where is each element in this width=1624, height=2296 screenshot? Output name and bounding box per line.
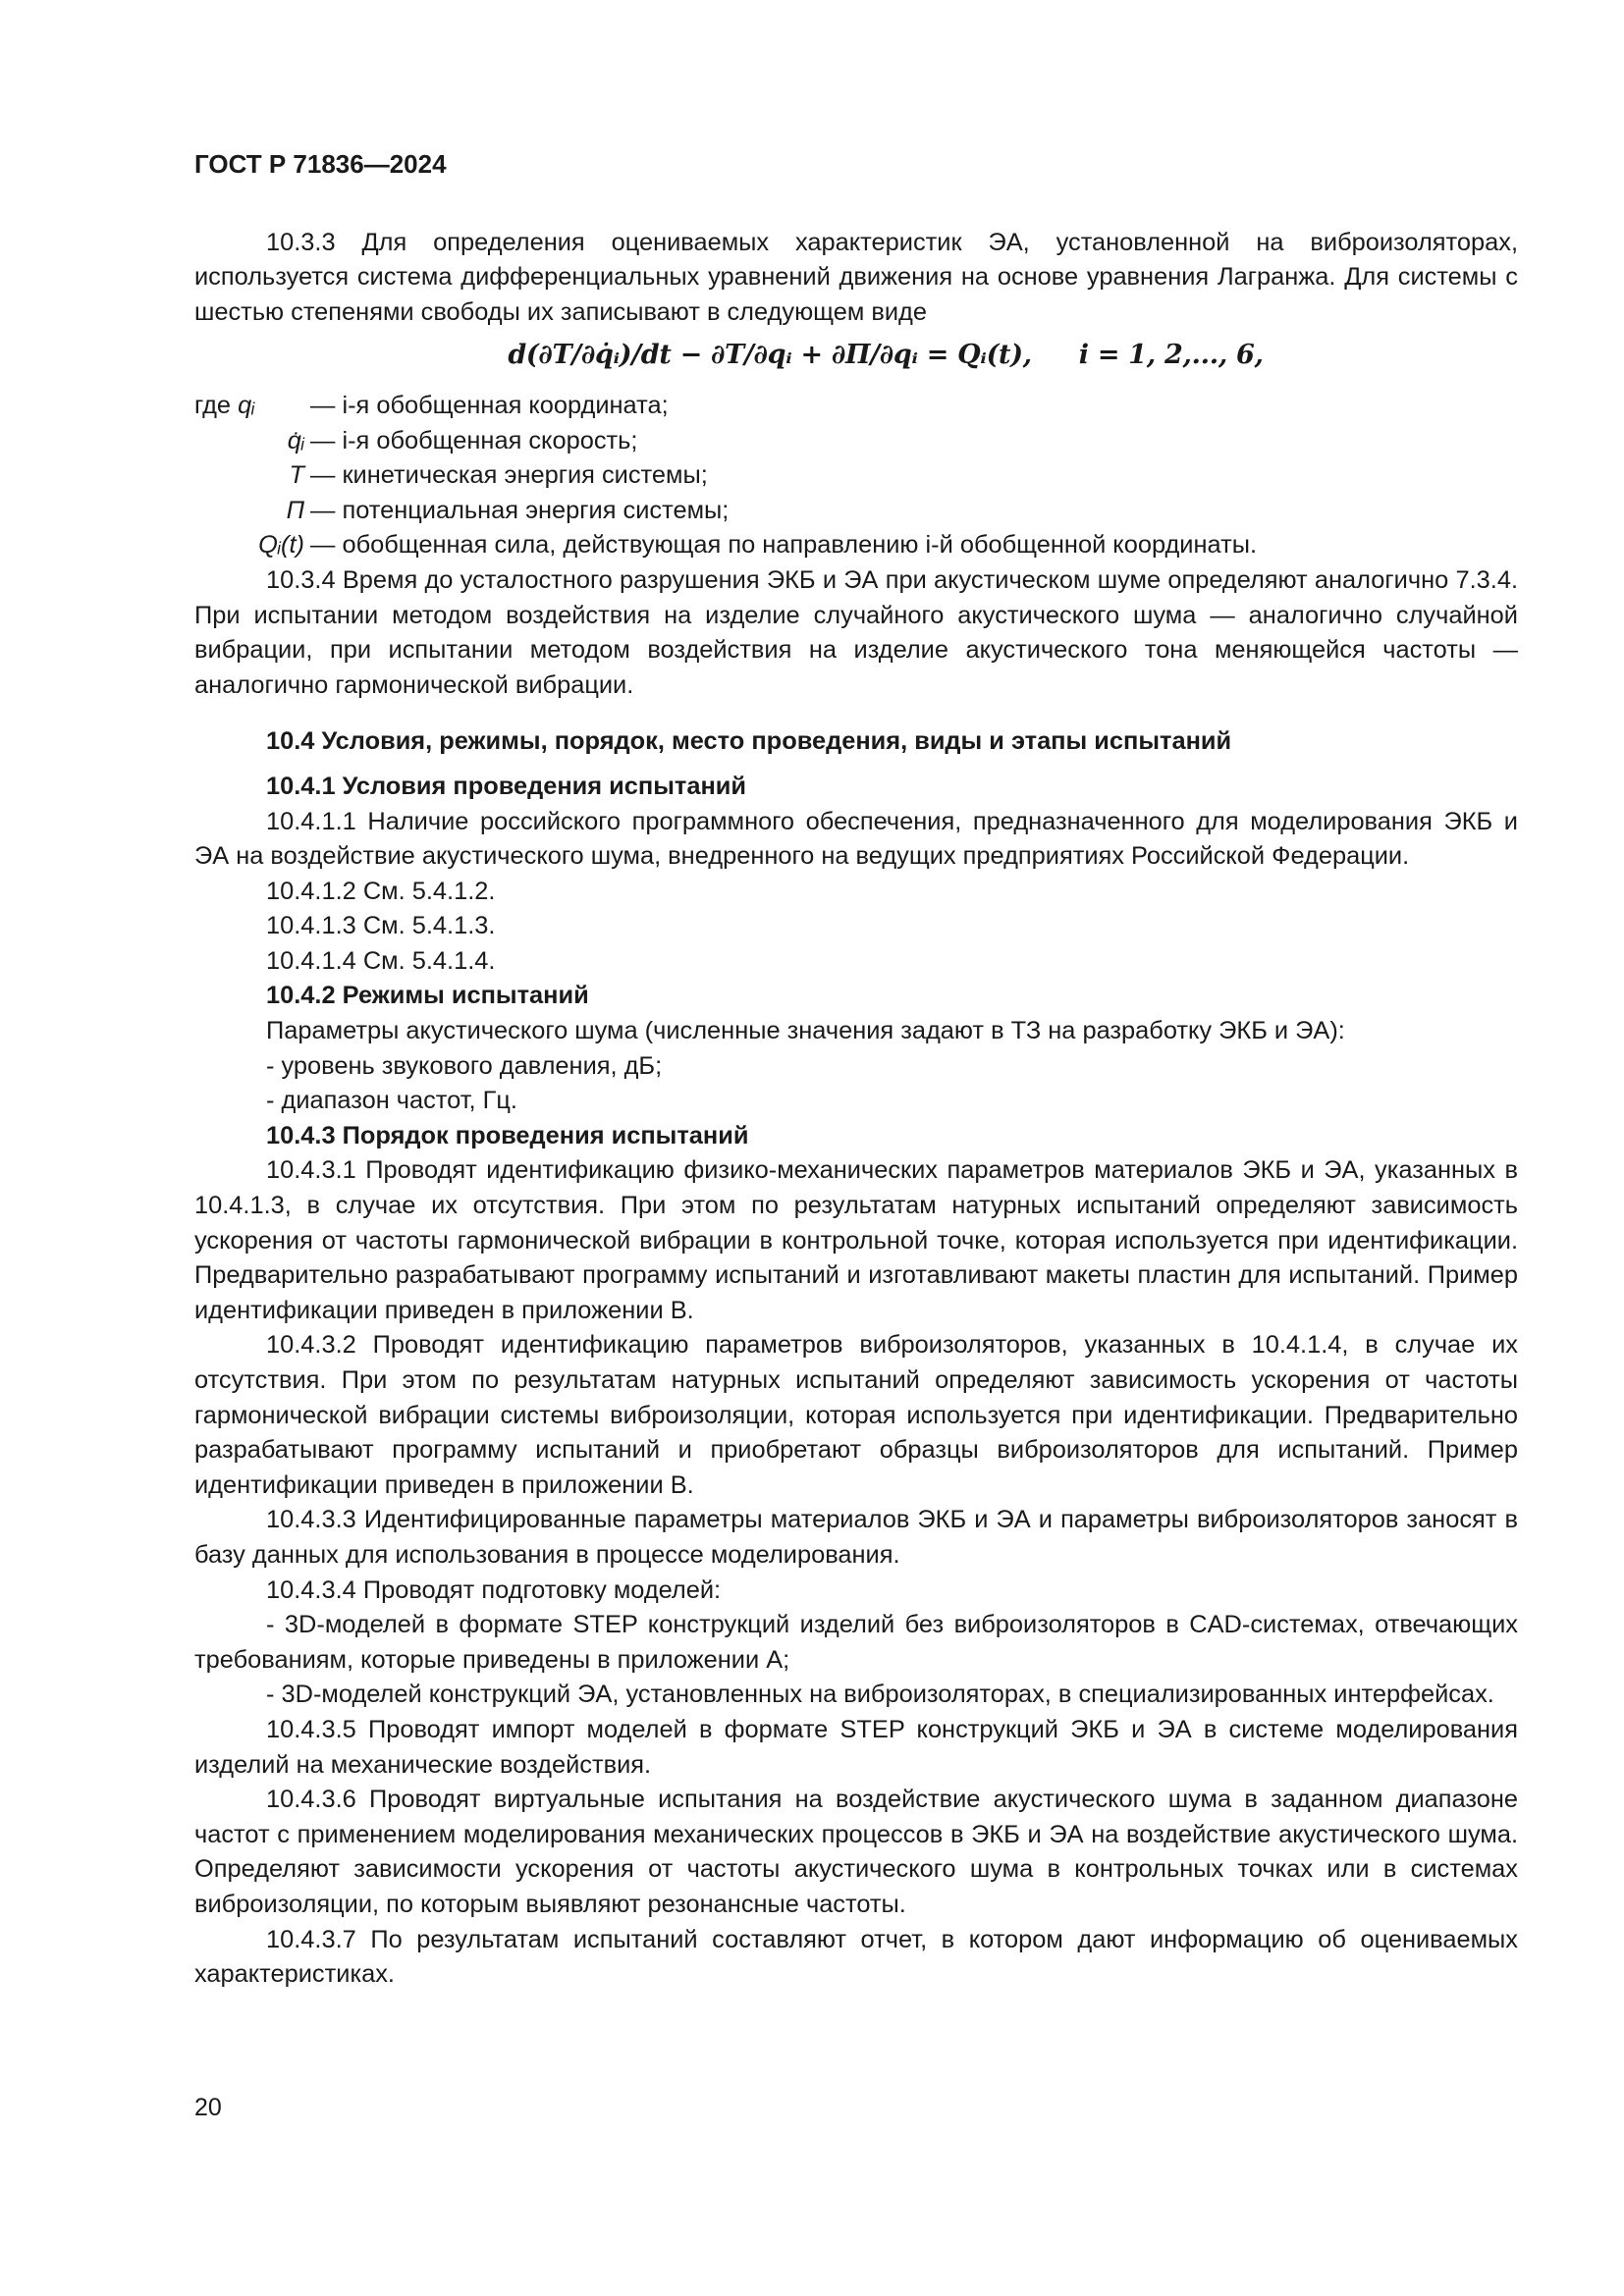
paragraph-10-4-1-2: 10.4.1.2 См. 5.4.1.2. <box>266 877 496 905</box>
paragraph-10-3-3: 10.3.3 Для определения оцениваемых характеристик ЭА, установленной на виброизоляторах, используется система дифференциальных уравнений движения на основе уравнения Лагранжа. Для системы с шестью степенями свободы их записывают в следующем виде <box>194 228 1518 326</box>
paragraph-10-3-4: 10.3.4 Время до усталостного разрушения ЭКБ и ЭА при акустическом шуме определяют аналогично 7.3.4. При испытании методом воздействия на изделие случайного акустического шума — аналогично случайной вибрации, при испытании методом воздействия на изделие акустического тона меняющейся частоты — аналогично гармонической вибрации. <box>194 565 1518 699</box>
where-list <box>194 389 1518 563</box>
paragraph-10-4-2-intro: Параметры акустического шума (численные значения задают в ТЗ на разработку ЭКБ и ЭА): <box>266 1017 1345 1045</box>
list-item: - уровень звукового давления, дБ; <box>266 1051 663 1080</box>
paragraph-10-4-3-3: 10.4.3.3 Идентифицированные параметры материалов ЭКБ и ЭА и параметры виброизоляторов заносят в базу данных для использования в процессе моделирования. <box>194 1506 1518 1569</box>
paragraph-10-4-3-5: 10.4.3.5 Проводят импорт моделей в формате STEP конструкций ЭКБ и ЭА в системе моделирования изделий на механические воздействия. <box>194 1715 1518 1779</box>
where-symbol: где qᵢ <box>194 391 255 419</box>
paragraph-10-4-1-3: 10.4.1.3 См. 5.4.1.3. <box>266 912 496 940</box>
where-description: — кинетическая энергия системы; <box>310 461 708 490</box>
page-number: 20 <box>194 2094 222 2121</box>
where-row <box>194 424 1518 459</box>
where-row <box>194 494 1518 529</box>
document-page <box>194 147 1518 1993</box>
where-description: — потенциальная энергия системы; <box>310 496 730 524</box>
paragraph-10-4-3-2: 10.4.3.2 Проводят идентификацию параметров виброизоляторов, указанных в 10.4.1.4, в случае их отсутствия. При этом по результатам натурных испытаний определяют зависимость ускорения от частоты гармонической вибрации системы виброизоляции, которая используется при идентификации. Предварительно разрабатывают программу испытаний и приобретают образцы виброизоляторов для испытаний. Пример идентификации приведен в приложении В. <box>194 1331 1518 1499</box>
formula-expression: d(∂T/∂q̇ᵢ)/dt − ∂T/∂qᵢ + ∂П/∂qᵢ = Qᵢ(t), <box>508 340 1032 371</box>
where-symbol: q̇ᵢ <box>287 426 304 454</box>
paragraph-10-4-3-7: 10.4.3.7 По результатам испытаний составляют отчет, в котором дают информацию об оцениваемых характеристиках. <box>194 1925 1518 1989</box>
where-description: — i-я обобщенная координата; <box>310 391 669 419</box>
where-row <box>194 389 1518 424</box>
where-symbol: Qᵢ(t) <box>258 531 304 560</box>
section-title-10-4-2: 10.4.2 Режимы испытаний <box>266 982 589 1010</box>
where-symbol: T <box>289 461 304 490</box>
where-symbol: П <box>286 496 304 524</box>
paragraph-10-4-1-4: 10.4.1.4 См. 5.4.1.4. <box>266 946 496 975</box>
where-row <box>194 528 1518 563</box>
where-row <box>194 458 1518 494</box>
paragraph-10-4-3-4: 10.4.3.4 Проводят подготовку моделей: <box>266 1575 722 1604</box>
section-title-10-4-3: 10.4.3 Порядок проведения испытаний <box>266 1121 749 1149</box>
list-item: - диапазон частот, Гц. <box>266 1087 517 1115</box>
where-description: — i-я обобщенная скорость; <box>310 426 638 454</box>
document-header: ГОСТ Р 71836—2024 <box>194 149 447 179</box>
paragraph-10-4-3-1: 10.4.3.1 Проводят идентификацию физико-механических параметров материалов ЭКБ и ЭА, указанных в 10.4.1.3, в случае их отсутствия. При этом по результатам натурных испытаний определяют зависимость ускорения от частоты гармонической вибрации в контрольной точке, которая используется при идентификации. Предварительно разрабатывают программу испытаний и изготавливают макеты пластин для испытаний. Пример идентификации приведен в приложении В. <box>194 1156 1518 1324</box>
section-title-10-4-1: 10.4.1 Условия проведения испытаний <box>266 772 747 800</box>
lagrange-formula <box>253 338 1518 373</box>
list-item: - 3D-моделей конструкций ЭА, установленных на виброизоляторах, в специализированных интерфейсах. <box>266 1681 1494 1709</box>
paragraph-10-4-3-6: 10.4.3.6 Проводят виртуальные испытания на воздействие акустического шума в заданном диапазоне частот с применением моделирования механических процессов в ЭКБ и ЭА на воздействие акустического шума. Определяют зависимости ускорения от частоты акустического шума в контрольных точках или в системах виброизоляции, по которым выявляют резонансные частоты. <box>194 1786 1518 1918</box>
list-item: - 3D-моделей в формате STEP конструкций изделий без виброизоляторов в CAD-системах, отвечающих требованиям, которые приведены в приложении А; <box>194 1611 1518 1674</box>
formula-index: i = 1, 2,..., 6, <box>1078 340 1264 371</box>
paragraph-10-4-1-1: 10.4.1.1 Наличие российского программного обеспечения, предназначенного для моделирования ЭКБ и ЭА на воздействие акустического шума, внедренного на ведущих предприятиях Российской Федерации. <box>194 807 1518 871</box>
section-title-10-4: 10.4 Условия, режимы, порядок, место проведения, виды и этапы испытаний <box>266 727 1232 756</box>
where-description: — обобщенная сила, действующая по направлению i-й обобщенной координаты. <box>310 531 1258 560</box>
